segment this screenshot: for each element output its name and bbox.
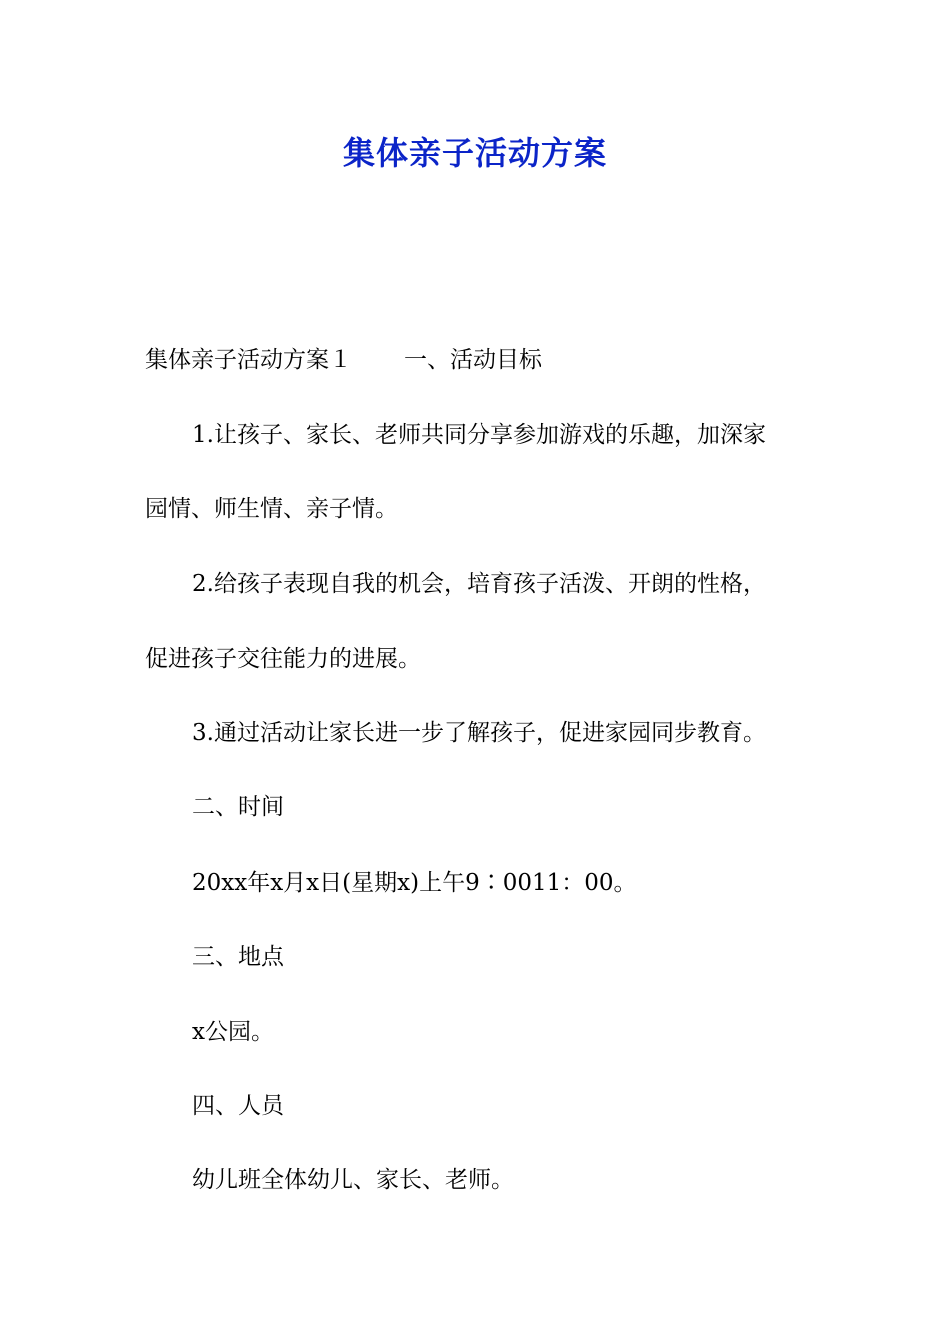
plan-heading: 集体亲子活动方案１	[145, 347, 352, 373]
section-heading-time: 二、时间	[192, 794, 284, 820]
paragraph-line: 2.给孩子表现自我的机会，培育孩子活泼、开朗的性格，	[192, 571, 766, 597]
section-heading-location: 三、地点	[192, 944, 284, 970]
paragraph-line: 20xx年x月x日(星期x)上午9∶0011：00。	[192, 870, 637, 896]
section-heading-people: 四、人员	[192, 1093, 284, 1119]
goal-heading: 一、活动目标	[404, 347, 542, 373]
paragraph-line: 促进孩子交往能力的进展。	[145, 646, 421, 672]
paragraph-line: 园情、师生情、亲子情。	[145, 496, 398, 522]
paragraph-line: x公园。	[192, 1019, 274, 1045]
paragraph-line: 幼儿班全体幼儿、家长、老师。	[192, 1167, 514, 1193]
document-title: 集体亲子活动方案	[342, 134, 607, 172]
section-heading-line	[145, 345, 810, 375]
paragraph-line: 1.让孩子、家长、老师共同分享参加游戏的乐趣，加深家	[192, 422, 766, 448]
paragraph-line: 3.通过活动让家长进一步了解孩子，促进家园同步教育。	[192, 720, 766, 746]
